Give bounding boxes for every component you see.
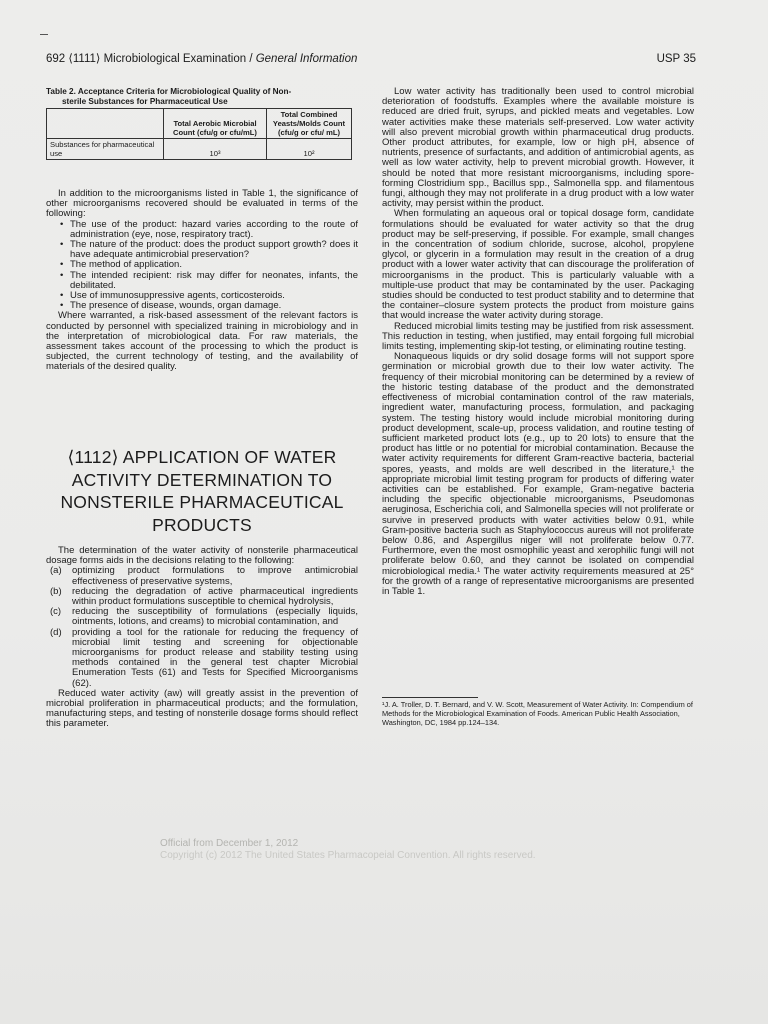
- paragraph: Reduced water activity (aw) will greatly assist in the prevention of microbial proliferation in pharmaceutical products; and the formulation, manufacturing steps, and testing of nonsterile dosage forms should reflect this parameter.: [46, 687, 358, 730]
- list-item: (d) providing a tool for the rationale for reducing the frequency of microbial limit testing and screening for objectionable microorganisms for product release and stability testing using methods contained in the general test chapter Microbial Enumeration Tests (61) and Tests for Specified Microorganisms (62).: [50, 626, 358, 689]
- chapter-title: ⟨1111⟩ Microbiological Examination: [68, 53, 247, 65]
- lettered-list: [46, 566, 358, 688]
- section-title: ⟨1112⟩ APPLICATION OF WATER ACTIVITY DETERMINATION TO NONSTERILE PHARMACEUTICAL PRODUCTS: [60, 447, 344, 535]
- table-header-cell: [47, 109, 164, 139]
- paragraph: Where warranted, a risk-based assessment of the relevant factors is conducted by personnel with specialized training in microbiology and in the interpretation of microbiological data. For raw materials, the assessment takes account of the processing to which the product is subjected, the current technology of testing, and the availability of materials of the desired quality.: [46, 310, 358, 373]
- list-item: • The intended recipient: risk may differ for neonates, infants, the debilitated.: [70, 271, 358, 291]
- header-left: 692 ⟨1111⟩ Microbiological Examination / General Information: [46, 53, 358, 65]
- left-column-lower: [46, 546, 358, 730]
- watermark-official: Official from December 1, 2012: [160, 838, 299, 849]
- paragraph: In addition to the microorganisms listed in Table 1, the significance of other microorganisms recovered should be evaluated in terms of the following:: [46, 188, 358, 220]
- table-cell: Substances for pharmaceutical use: [47, 139, 164, 160]
- list-item: • The use of the product: hazard varies according to the route of administration (eye, nose, respiratory tract).: [70, 220, 358, 240]
- paragraph: Nonaqueous liquids or dry solid dosage forms will not support spore germination or microbial growth due to their low water activity. The frequency of their microbial monitoring can be determined by a review of the historic testing database of the product and the demonstrated effectiveness of microbial contamination control of the raw materials, ingredient water, manufacturing process, formulation, and packaging system. The testing history would include microbial monitoring during product development, scale-up, process validation, and routine testing of sufficient marketed product lots (e.g., up to 20 lots) to ensure that the product has little or no potential for microbial contamination. Because the water activity requirements for different Gram-reactive bacteria, bacterial spores, yeasts, and molds are well described in the literature,¹ the appropriate microbial limit testing program for products of differing water activities can be established. For example, Gram-negative bacteria including the specific objectionable microorganisms, Pseudomonas aeruginosa, Escherichia coli, and Salmonella species will not proliferate or survive in preserved products with water activities below 0.91, while Gram-positive bacteria such as Staphylococcus aureus will not proliferate below 0.86, and Aspergillus niger will not proliferate below 0.77. Furthermore, even the most osmophilic yeast and xerophilic fungi will not proliferate below 0.60, and they cannot be isolated on compendial microbiological media.¹ The water activity requirements measured at 25° for the growth of a range of representative microorganisms are presented in Table 1.: [382, 351, 694, 597]
- table-caption: Table 2. Acceptance Criteria for Microbiological Quality of Non- sterile Substances for Pharmaceutical Use: [46, 87, 292, 106]
- paragraph: When formulating an aqueous oral or topical dosage form, candidate formulations should be evaluated for water activity so that the drug product may be self-preserving, if possible. For example, small changes in the concentration of sodium chloride, sucrose, alcohol, propylene glycol, or glycerin in a formulation may result in the creation of a drug product with a lower water activity that can discourage the proliferation of microorganisms in the product. This is particularly valuable with a multiple-use product that may be contaminated by the user. Packaging studies should be conducted to test product stability and to determine that the container–closure system protects the product from moisture gains that would increase the water activity during storage.: [382, 208, 694, 322]
- table-header-cell: Total Combined Yeasts/Molds Count (cfu/g or cfu/ mL): [267, 109, 352, 139]
- left-column-upper: [46, 189, 358, 373]
- table-header-row: [47, 109, 352, 139]
- list-item: (b) reducing the degradation of active pharmaceutical ingredients within product formulations susceptible to chemical hydrolysis,: [50, 585, 358, 608]
- section-name: General Information: [255, 53, 358, 65]
- corner-mark: [40, 34, 48, 35]
- list-item: • The nature of the product: does the product support growth? does it have adequate antimicrobial preservation?: [70, 240, 358, 260]
- right-column: [382, 87, 694, 597]
- table-row: [47, 139, 352, 160]
- edition-label: USP 35: [656, 53, 696, 65]
- list-item: • Use of immunosuppressive agents, corticosteroids.: [70, 291, 358, 301]
- acceptance-criteria-table: [46, 108, 352, 160]
- paragraph: Reduced microbial limits testing may be justified from risk assessment. This reduction in testing, when justified, may entail forgoing full microbial limits testing, implementing skip-lot testing, or eliminating routine testing.: [382, 320, 694, 353]
- footnote: ¹J. A. Troller, D. T. Bernard, and V. W. Scott, Measurement of Water Activity. In: Compendium of Methods for the Microbiological Examination of Foods. American Public Health Association, Washington, DC, 1984 pp.124–134.: [382, 700, 693, 727]
- list-item: • The method of application.: [70, 260, 358, 270]
- table-cell: 10³: [164, 139, 267, 160]
- page-number: 692: [46, 53, 66, 65]
- paragraph: The determination of the water activity of nonsterile pharmaceutical dosage forms aids in the decisions relating to the following:: [46, 545, 358, 567]
- table-cell: 10²: [267, 139, 352, 160]
- table-header-cell: Total Aerobic Microbial Count (cfu/g or cfu/mL): [164, 109, 267, 139]
- watermark-copyright: Copyright (c) 2012 The United States Pharmacopeial Convention. All rights reserved.: [160, 850, 536, 861]
- bullet-list: [46, 220, 358, 312]
- paragraph: Low water activity has traditionally been used to control microbial deterioration of foodstuffs. Examples where the available moisture is reduced are dried fruit, syrups, and pickled meats and vegetables. Low water activities make these materials self-preserved. Low water activity will also prevent microbial growth within pharmaceutical drug products. Other product attributes, for example, low or high pH, absence of nutrients, presence of surfactants, and addition of antimicrobial agents, as well as low water activity, help to prevent microbial growth. However, it should be noted that more resistant microorganisms, including spore-forming Clostridium spp., Bacillus spp., Salmonella spp. and filamentous fungi, although they may not proliferate in a drug product with a low water activity, may persist within the product.: [382, 86, 694, 210]
- footnote-divider: [382, 697, 478, 698]
- list-item: (c) reducing the susceptibility of formulations (especially liquids, ointments, lotions, and creams) to microbial contamination, and: [50, 606, 358, 628]
- page-header: [46, 51, 696, 67]
- list-item: (a) optimizing product formulations to improve antimicrobial effectiveness of preservative systems,: [50, 565, 358, 587]
- list-item: • The presence of disease, wounds, organ damage.: [70, 301, 358, 311]
